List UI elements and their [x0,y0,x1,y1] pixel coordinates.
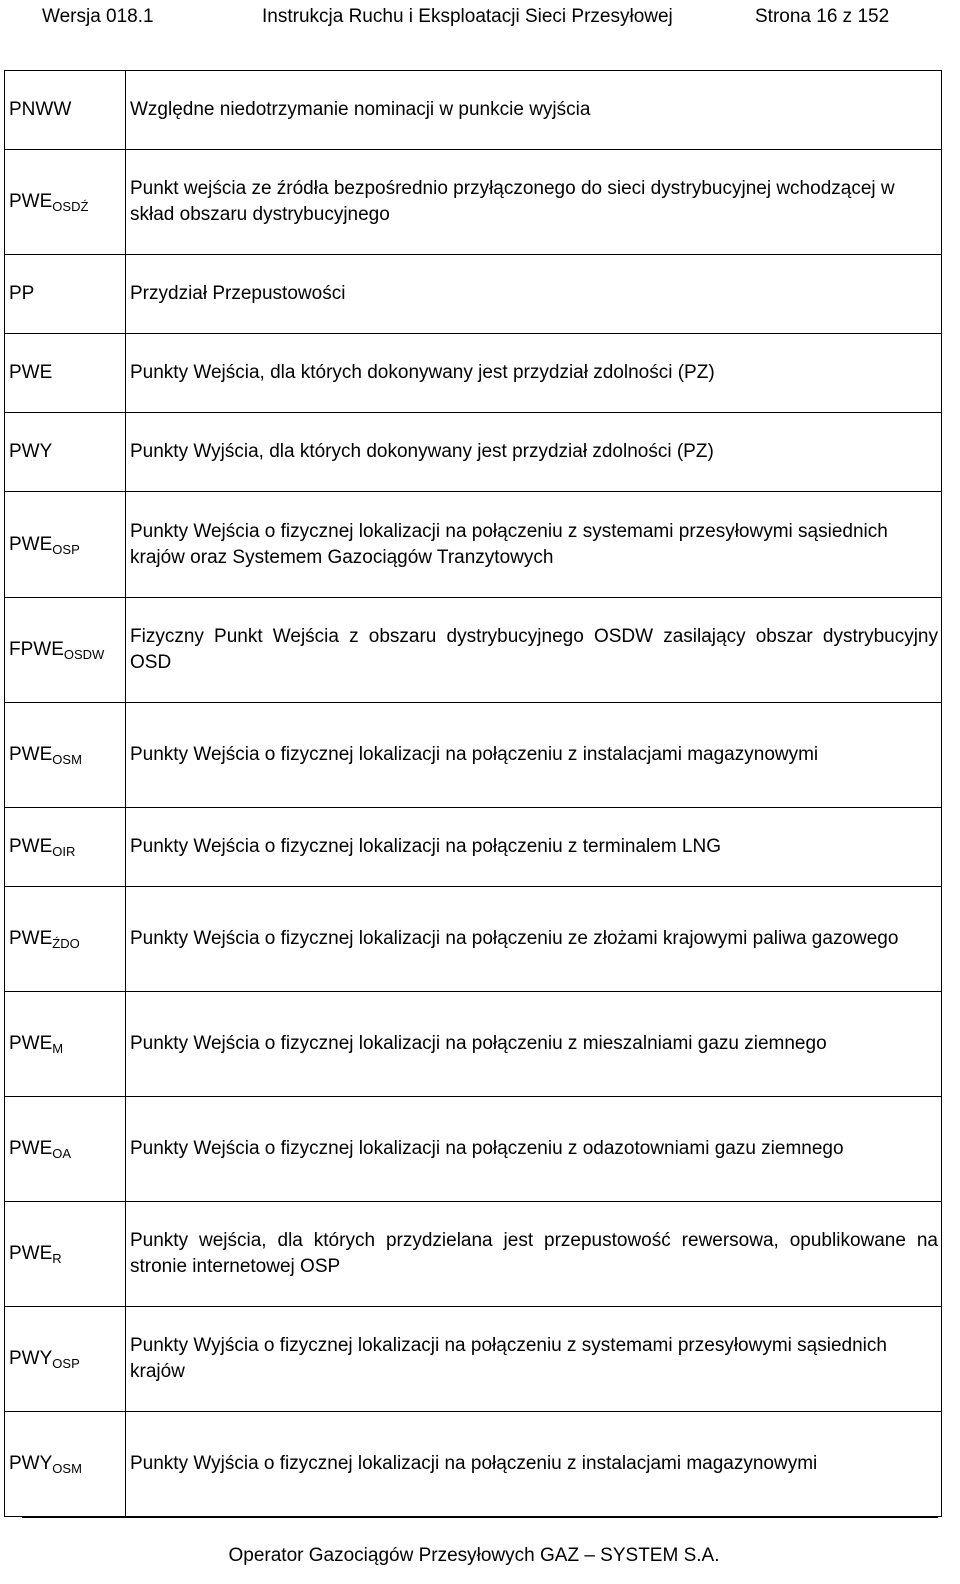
term-definition: Punkty Wejścia o fizycznej lokalizacji na połączeniu z systemami przesyłowymi sąsiednich krajów oraz Systemem Gazociągów Tranzytowych [126,492,942,598]
table-row [5,808,942,887]
term-definition: Punkty Wejścia o fizycznej lokalizacji na połączeniu ze złożami krajowymi paliwa gazowego [126,887,942,992]
page-header [0,0,960,34]
abbreviations-table [4,70,942,1517]
footer-divider [22,1517,938,1518]
page-number: Strona 16 z 152 [755,6,890,27]
term-definition: Punkty Wejścia, dla których dokonywany jest przydział zdolności (PZ) [126,334,942,413]
footer-company: Operator Gazociągów Przesyłowych GAZ – SYSTEM S.A. [228,1545,720,1566]
term-definition: Punkty Wyjścia, dla których dokonywany jest przydział zdolności (PZ) [126,413,942,492]
term-definition: Punkty Wyjścia o fizycznej lokalizacji na połączeniu z systemami przesyłowymi sąsiednich krajów [126,1307,942,1412]
document-version: Wersja 018.1 [42,6,154,27]
table-row [5,1307,942,1412]
table-row [5,71,942,150]
term-abbreviation: $PWY_{OSM}$ [5,1412,126,1517]
table-row [5,1202,942,1307]
term-abbreviation: $FPWE_{OSDW}$ [5,598,126,703]
term-definition: Względne niedotrzymanie nominacji w punkcie wyjścia [126,71,942,150]
table-row [5,887,942,992]
term-abbreviation: $PWE_M$ [5,992,126,1097]
page-footer [0,1541,960,1571]
document-title: Instrukcja Ruchu i Eksploatacji Sieci Przesyłowej [262,6,673,27]
term-definition: Przydział Przepustowości [126,255,942,334]
term-definition: Fizyczny Punkt Wejścia z obszaru dystrybucyjnego OSDW zasilający obszar dystrybucyjny OSD [126,598,942,703]
table-row [5,492,942,598]
term-abbreviation: $PWE_R$ [5,1202,126,1307]
term-definition: Punkty Wejścia o fizycznej lokalizacji na połączeniu z mieszalniami gazu ziemnego [126,992,942,1097]
term-abbreviation: $PWE_{OA}$ [5,1097,126,1202]
term-abbreviation: $PWE_{OSDŹ}$ [5,150,126,255]
term-abbreviation: $PWY_{OSP}$ [5,1307,126,1412]
term-definition: Punkt wejścia ze źródła bezpośrednio przyłączonego do sieci dystrybucyjnej wchodzącej w skład obszaru dystrybucyjnego [126,150,942,255]
table-row [5,255,942,334]
term-definition: Punkty Wejścia o fizycznej lokalizacji na połączeniu z instalacjami magazynowymi [126,703,942,808]
table-row [5,703,942,808]
term-definition: Punkty Wyjścia o fizycznej lokalizacji na połączeniu z instalacjami magazynowymi [126,1412,942,1517]
table-row [5,334,942,413]
term-definition: Punkty Wejścia o fizycznej lokalizacji na połączeniu z odazotowniami gazu ziemnego [126,1097,942,1202]
term-abbreviation: PP [5,255,126,334]
term-abbreviation: $PWE_{OIR}$ [5,808,126,887]
table-row [5,1097,942,1202]
term-abbreviation: PWE [5,334,126,413]
term-abbreviation: $PWE_{OSM}$ [5,703,126,808]
table-row [5,1412,942,1517]
table-row [5,992,942,1097]
term-abbreviation: PNWW [5,71,126,150]
term-abbreviation: $PWE_{OSP}$ [5,492,126,598]
term-abbreviation: $PWE_{ŹDO}$ [5,887,126,992]
term-definition: Punkty Wejścia o fizycznej lokalizacji na połączeniu z terminalem LNG [126,808,942,887]
table-row [5,150,942,255]
term-definition: Punkty wejścia, dla których przydzielana jest przepustowość rewersowa, opublikowane na stronie internetowej OSP [126,1202,942,1307]
table-row [5,413,942,492]
table-row [5,598,942,703]
term-abbreviation: PWY [5,413,126,492]
